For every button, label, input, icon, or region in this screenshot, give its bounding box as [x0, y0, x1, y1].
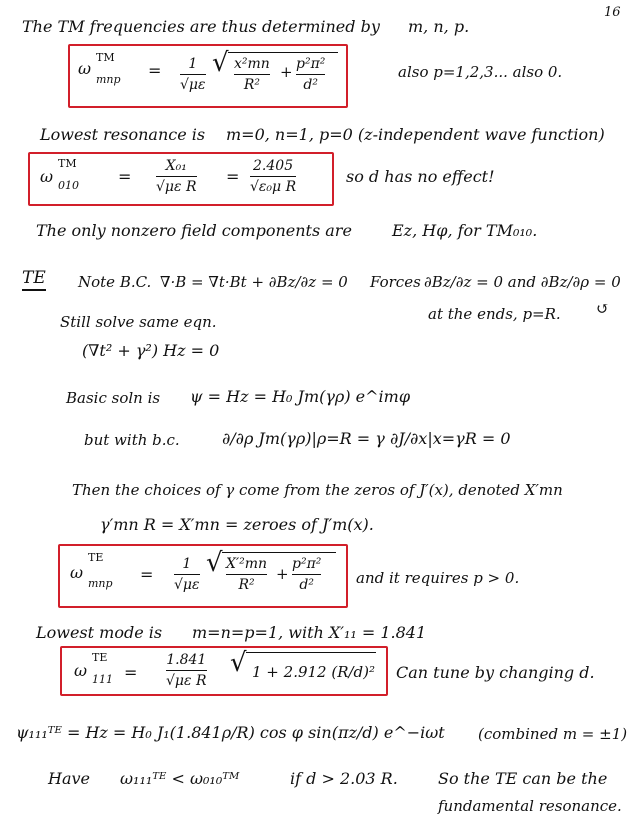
tm-omega-sup: TM — [96, 51, 115, 64]
te-eq: = — [140, 565, 154, 584]
te-p2pi2: p²π² — [292, 556, 322, 572]
te-d2: d² — [299, 577, 314, 593]
tm-omega: ω — [78, 59, 92, 78]
te-root-mu-eps: √με — [174, 577, 200, 593]
w010-sup: TM — [58, 157, 77, 170]
w111-omega: ω — [74, 661, 88, 680]
w010-eq1: = — [118, 167, 132, 186]
tm-also: also p=1,2,3... also 0. — [398, 63, 563, 81]
tm-one: 1 — [188, 56, 198, 72]
combined-note: (combined m = ±1) — [478, 725, 628, 743]
te-sqrt-bar — [222, 552, 336, 553]
w010-eq2: = — [226, 167, 240, 186]
so-te-text: So the TE can be the — [438, 769, 608, 788]
nonzero-values: Ez, Hφ, for TM₀₁₀. — [392, 221, 538, 240]
lowest-resonance-label: Lowest resonance is — [40, 125, 206, 144]
tm-p2pi2: p²π² — [296, 56, 326, 72]
te-r2: R² — [238, 577, 255, 593]
tm-intro-vars: m, n, p. — [408, 17, 470, 36]
but-with-label: but with b.c. — [84, 431, 180, 449]
tm-plus: + — [280, 63, 293, 81]
forces-label: Forces — [370, 273, 421, 291]
fundamental-text: fundamental resonance. — [438, 797, 622, 815]
tm-omega-sub: mnp — [96, 73, 121, 86]
w111-num: 1.841 — [166, 652, 207, 668]
tune-text: Can tune by changing d. — [396, 663, 595, 682]
basic-soln-label: Basic soln is — [66, 389, 161, 407]
w010-den2: √ε₀μ R — [250, 179, 297, 195]
te-omega-sup: TE — [88, 551, 104, 564]
choices-text: Then the choices of γ come from the zeros of J′(x), denoted X′mn — [72, 481, 563, 499]
te-omega-sub: mnp — [88, 577, 113, 590]
w111-sqrt-bar — [246, 652, 376, 653]
tm-frac-one — [180, 56, 206, 93]
forces-eq: ∂Bz/∂z = 0 and ∂Bz/∂ρ = 0 — [424, 273, 621, 291]
w111-sup: TE — [92, 651, 108, 664]
tm-frac-p — [296, 56, 325, 93]
te-heading: TE — [22, 268, 46, 291]
psi111-eq: ψ₁₁₁ᵀᴱ = Hz = H₀ J₁(1.841ρ/R) cos φ sin(πz/d) e^−iωt — [16, 723, 445, 742]
te-plus: + — [276, 565, 289, 583]
tm-root-mu-eps: √με — [180, 77, 206, 93]
w010-frac2 — [250, 158, 296, 195]
tm-sqrt-sign: √ — [212, 48, 229, 78]
w111-eq: = — [124, 663, 138, 682]
w010-note: so d has no effect! — [346, 167, 495, 186]
w111-sub: 111 — [92, 673, 113, 686]
tm-intro-text: The TM frequencies are thus determined by — [22, 17, 380, 36]
w111-root-content: 1 + 2.912 (R/d)² — [252, 663, 376, 681]
tm-sqrt-bar — [228, 52, 338, 53]
lowest-mode-label: Lowest mode is — [36, 623, 163, 642]
compare-eq: ω₁₁₁ᵀᴱ < ω₀₁₀ᵀᴹ — [120, 769, 240, 788]
lowest-mode-values: m=n=p=1, with X′₁₁ = 1.841 — [192, 623, 427, 642]
at-ends-text: at the ends, p=R. — [428, 305, 561, 323]
te-x2mn: X′²mn — [226, 556, 268, 572]
w111-sqrt-sign: √ — [230, 648, 247, 678]
bc2-eq: ∂/∂ρ Jm(γρ)|ρ=R = γ ∂J/∂x|x=γR = 0 — [222, 429, 511, 448]
tm-r2: R² — [243, 77, 260, 93]
tm-eq: = — [148, 61, 162, 80]
tm-frac-x — [234, 56, 270, 93]
w010-den1: √με R — [156, 179, 197, 195]
tm-x2mn: x²mn — [234, 56, 270, 72]
still-solve-text: Still solve same eqn. — [60, 313, 217, 331]
bc-divergence-eq: ∇·B = ∇t·Bt + ∂Bz/∂z = 0 — [160, 273, 348, 291]
helmholtz-eq: (∇t² + γ²) Hz = 0 — [82, 341, 220, 360]
w111-frac — [166, 652, 207, 689]
te-frac-x — [226, 556, 267, 593]
w111-den: √με R — [166, 673, 207, 689]
page-number: 16 — [604, 5, 621, 20]
tm-d2: d² — [303, 77, 318, 93]
te-frac-p — [292, 556, 321, 593]
have-label: Have — [48, 769, 90, 788]
zeros-eq: γ′mn R = X′mn = zeroes of J′m(x). — [100, 515, 374, 534]
te-sqrt-sign: √ — [206, 548, 223, 578]
note-bc-label: Note B.C. — [78, 273, 152, 291]
w010-omega: ω — [40, 167, 54, 186]
basic-soln-eq: ψ = Hz = H₀ Jm(γρ) e^imφ — [190, 387, 411, 406]
w010-num1: X₀₁ — [165, 158, 187, 174]
nonzero-text: The only nonzero field components are — [36, 221, 352, 240]
curved-arrow-icon: ↺ — [596, 299, 610, 318]
w010-num2: 2.405 — [253, 158, 294, 174]
te-frac-one — [174, 556, 200, 593]
te-requires: and it requires p > 0. — [356, 569, 520, 587]
w010-sub: 010 — [58, 179, 79, 192]
w010-frac1 — [156, 158, 197, 195]
lowest-resonance-values: m=0, n=1, p=0 (z-independent wave function) — [226, 125, 605, 144]
te-one: 1 — [182, 556, 192, 572]
if-condition: if d > 2.03 R. — [290, 769, 398, 788]
te-omega: ω — [70, 563, 84, 582]
